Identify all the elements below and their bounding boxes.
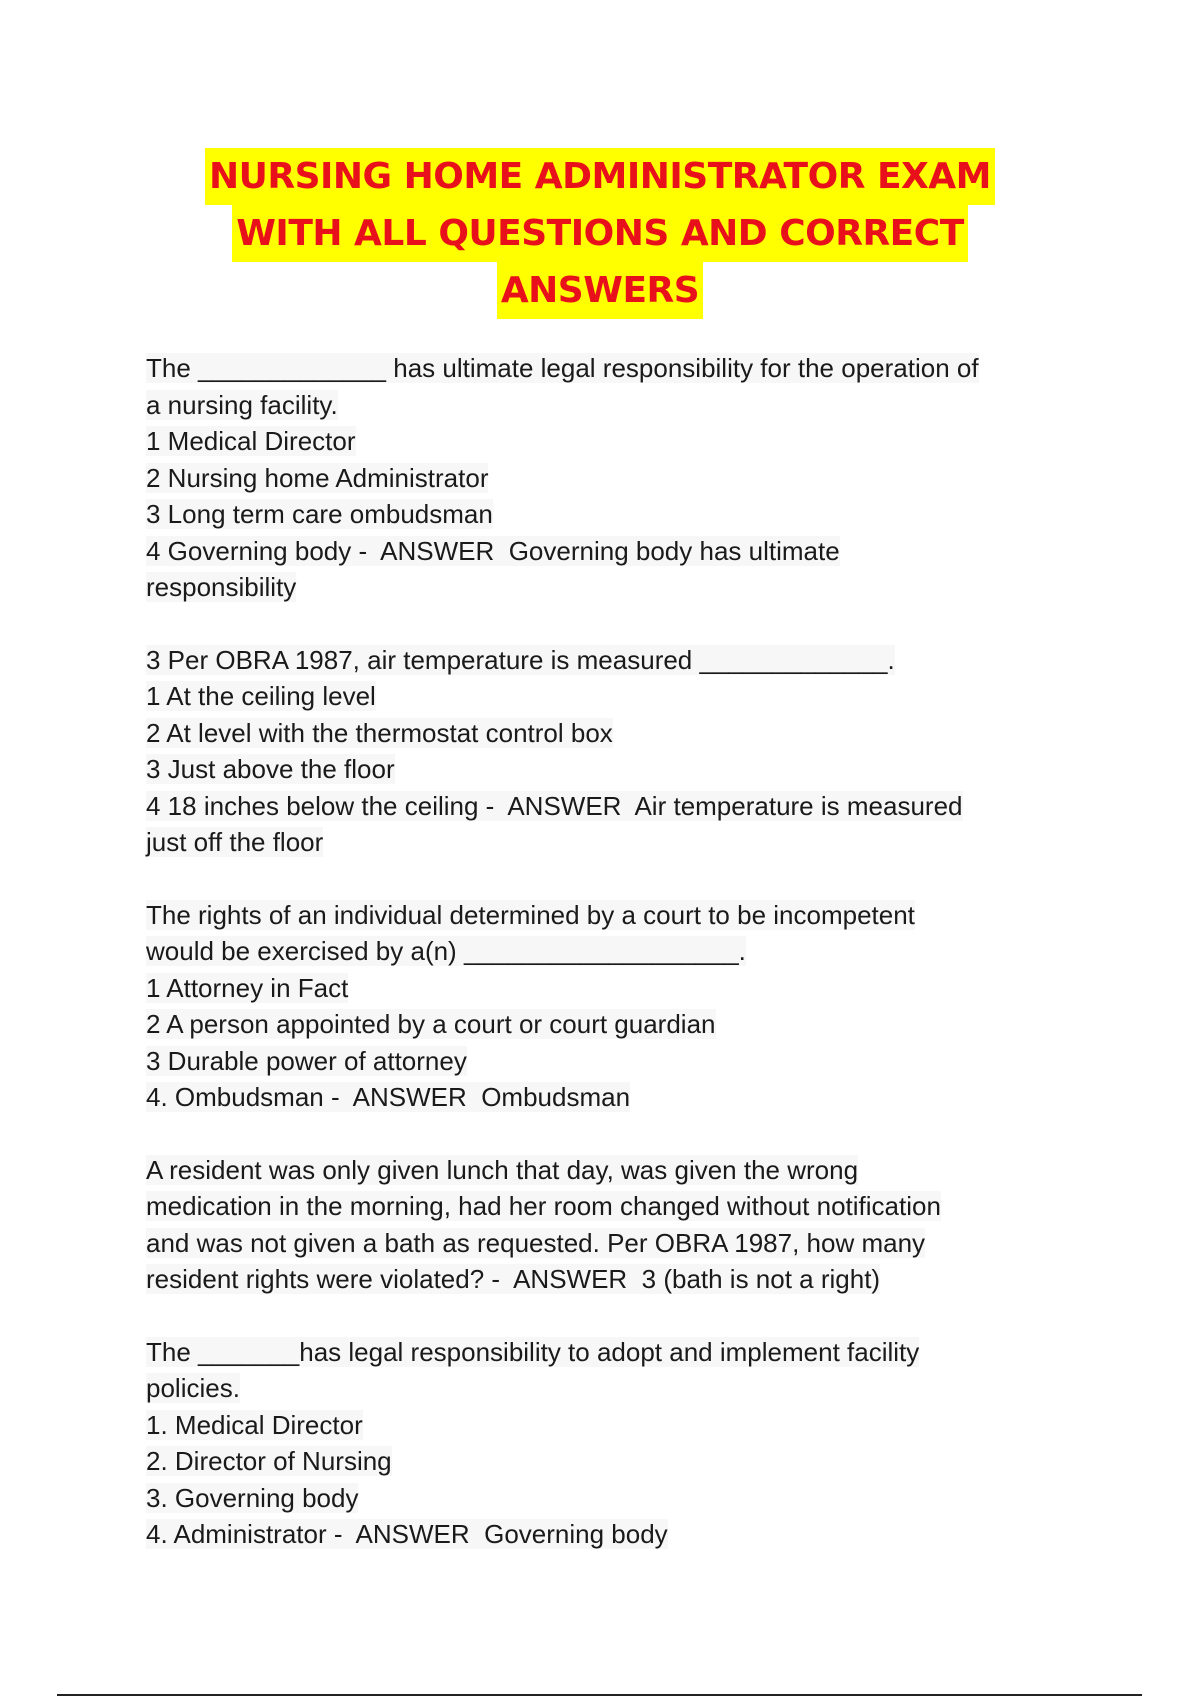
option-line: 1 Attorney in Fact (146, 972, 349, 1003)
option-line: 2 A person appointed by a court or court guardian (146, 1009, 716, 1039)
question-line: 3 Per OBRA 1987, air temperature is measured _____________. (146, 644, 895, 675)
questions-list (146, 350, 1066, 1589)
question-3 (146, 897, 1066, 1116)
footer-divider (57, 1694, 1142, 1696)
option-line: 3 Long term care ombudsman (146, 499, 493, 529)
question-line: would be exercised by a(n) ___________________. (146, 936, 746, 966)
question-line: The _____________ has ultimate legal responsibility for the operation of (146, 353, 979, 383)
question-line: and was not given a bath as requested. Per OBRA 1987, how many (146, 1227, 926, 1258)
title-line-2: WITH ALL QUESTIONS AND CORRECT (232, 205, 968, 262)
question-line: policies. (146, 1373, 240, 1403)
question-2 (146, 642, 1066, 861)
question-line: The _______has legal responsibility to adopt and implement facility (146, 1336, 920, 1367)
question-line: The rights of an individual determined by a court to be incompetent (146, 899, 915, 930)
option-line: 3. Governing body (146, 1482, 359, 1513)
question-line: A resident was only given lunch that day, was given the wrong (146, 1154, 859, 1185)
option-line: 2 At level with the thermostat control box (146, 717, 613, 748)
option-line: 2. Director of Nursing (146, 1446, 392, 1476)
answer-line: resident rights were violated? - ANSWER 3 (bath is not a right) (146, 1264, 881, 1294)
question-5 (146, 1334, 1066, 1553)
option-line: 3 Durable power of attorney (146, 1045, 467, 1076)
document-title (0, 148, 1200, 319)
question-line: medication in the morning, had her room changed without notification (146, 1191, 941, 1221)
answer-line: 4 Governing body - ANSWER Governing body has ultimate (146, 535, 840, 566)
option-line: 1 Medical Director (146, 426, 356, 456)
answer-line: 4. Administrator - ANSWER Governing body (146, 1519, 668, 1549)
question-line: a nursing facility. (146, 389, 338, 420)
option-line: 3 Just above the floor (146, 754, 395, 784)
option-line: 2 Nursing home Administrator (146, 462, 489, 493)
title-line-1: NURSING HOME ADMINISTRATOR EXAM (205, 148, 995, 205)
answer-line: just off the floor (146, 827, 324, 857)
question-1 (146, 350, 1066, 606)
answer-line: 4. Ombudsman - ANSWER Ombudsman (146, 1082, 631, 1112)
answer-line: responsibility (146, 572, 297, 602)
option-line: 1. Medical Director (146, 1409, 363, 1440)
question-4 (146, 1152, 1066, 1298)
option-line: 1 At the ceiling level (146, 681, 376, 711)
answer-line: 4 18 inches below the ceiling - ANSWER Air temperature is measured (146, 790, 963, 821)
title-line-3: ANSWERS (497, 262, 703, 319)
